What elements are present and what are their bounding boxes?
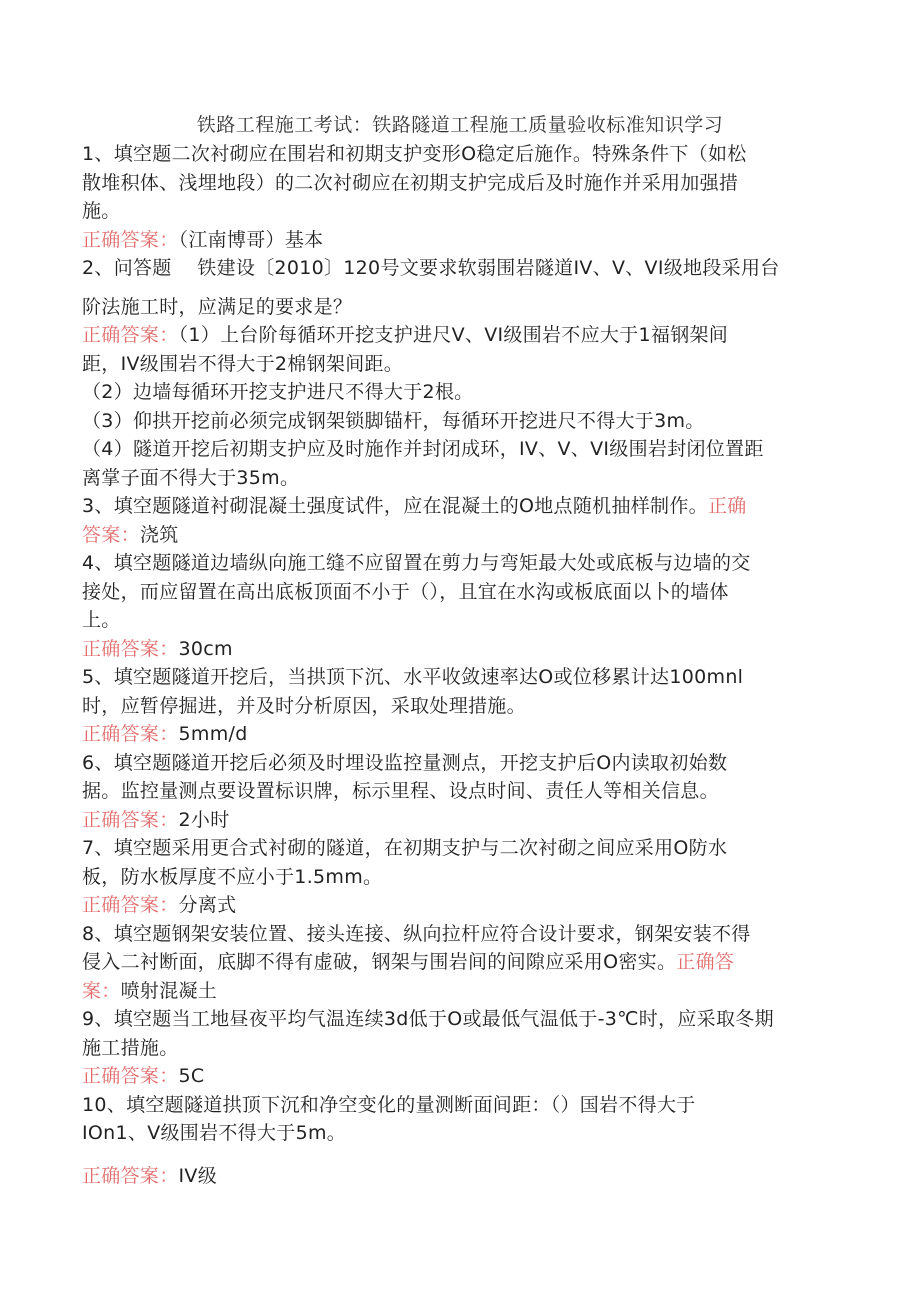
answer-line xyxy=(82,226,832,255)
question-7 xyxy=(82,834,832,920)
question-1 xyxy=(82,140,832,254)
answer-text: 5C xyxy=(178,1065,205,1087)
question-text: 时，应暂停掘进，并及时分析原因，采取处理措施。 xyxy=(82,694,526,717)
question-text-span: 侵入二衬断面，底脚不得有虚破，钢架与围岩间的间隙应采用O密实。 xyxy=(82,951,677,973)
question-5 xyxy=(82,663,832,749)
question-text: 10、填空题隧道拱顶下沉和净空变化的量测断面间距：（）国岩不得大于 xyxy=(82,1093,696,1116)
question-3 xyxy=(82,492,832,549)
question-text xyxy=(82,492,832,521)
question-text: 散堆积体、浅埋地段）的二次衬砌应在初期支护完成后及时施作并采用加强措 xyxy=(82,171,739,194)
answer-text: 距，IV级围岩不得大于2棉钢架间距。 xyxy=(82,352,404,375)
answer-label: 答案： xyxy=(82,523,140,546)
answer-text: 浇筑 xyxy=(139,523,179,546)
answer-text: （4）隧道开挖后初期支护应及时施作并封闭成环，IV、V、VI级围岩封闭位置距 xyxy=(82,438,764,460)
answer-line xyxy=(82,521,832,550)
answer-label: 正确答案： xyxy=(82,637,179,660)
answer-text: 5mm∕d xyxy=(178,723,248,745)
answer-line xyxy=(82,1162,832,1191)
question-text: 8、填空题钢架安装位置、接头连接、纵向拉杆应符合设计要求，钢架安装不得 xyxy=(82,922,751,945)
question-text: 2、问答题 铁建设〔2010〕120号文要求软弱围岩隧道IV、V、VI级地段采用台 xyxy=(82,257,780,279)
question-4 xyxy=(82,549,832,663)
question-text: 施。 xyxy=(82,200,121,222)
question-9 xyxy=(82,1005,832,1091)
answer-line xyxy=(82,321,832,350)
answer-text: （江南博哥）基本 xyxy=(178,228,324,251)
answer-label: 正确答案： xyxy=(82,1164,179,1187)
answer-text: 分离式 xyxy=(178,894,237,916)
question-text: 4、填空题隧道边墙纵向施工缝不应留置在剪力与弯矩最大处或底板与边墙的交 xyxy=(82,552,751,574)
question-text: 阶法施工时，应满足的要求是？ xyxy=(82,295,353,318)
answer-line xyxy=(82,806,832,835)
answer-label: 正确 xyxy=(707,495,747,517)
answer-label: 正确答案： xyxy=(82,894,179,916)
question-text: 据。监控量测点要设置标识牌，标示里程、设点时间、责任人等相关信息。 xyxy=(82,780,719,802)
question-6 xyxy=(82,749,832,835)
document-title: 铁路工程施工考试：铁路隧道工程施工质量验收标准知识学习 xyxy=(196,114,724,136)
question-text: 板，防水板厚度不应小于1.5mm。 xyxy=(82,865,383,888)
answer-label: 正确答案： xyxy=(82,1065,179,1087)
question-text: 接处，而应留置在高出底板顶面不小于（），且宜在水沟或板底面以卜的墙体 xyxy=(82,580,729,603)
question-text: 施工措施。 xyxy=(82,1036,179,1059)
answer-text: （3）仰拱开挖前必须完成钢架锁脚锚杆，每循环开挖进尺不得大于3m。 xyxy=(82,409,705,432)
answer-text: 离掌子面不得大于35m。 xyxy=(82,466,300,489)
answer-line xyxy=(82,635,832,664)
answer-text: （2）边墙每循环开挖支护进尺不得大于2根。 xyxy=(82,381,474,403)
answer-label: 正确答案： xyxy=(82,324,179,346)
answer-text: 30cm xyxy=(178,637,233,660)
question-10 xyxy=(82,1091,832,1191)
answer-text: 2小时 xyxy=(178,808,230,831)
answer-text: （1）上台阶每循环开挖支护进尺V、VI级围岩不应大于1福钢架间 xyxy=(178,324,729,346)
answer-label: 案： xyxy=(82,979,121,1002)
question-text: 1、填空题二次衬砌应在围岩和初期支护变形O稳定后施作。特殊条件下（如松 xyxy=(82,143,747,165)
answer-label: 正确答案： xyxy=(82,808,179,831)
question-2 xyxy=(82,254,832,492)
question-text: 上。 xyxy=(82,609,121,631)
answer-label: 正确答案： xyxy=(82,228,179,251)
question-text xyxy=(82,948,832,977)
question-text: 9、填空题当工地昼夜平均气温连续3d低于O或最低气温低于-3℃时，应采取冬期 xyxy=(82,1008,774,1030)
question-text: 6、填空题隧道开挖后必须及时埋设监控量测点，开挖支护后O内读取初始数 xyxy=(82,751,728,774)
spacer xyxy=(82,283,832,293)
answer-line xyxy=(82,1062,832,1091)
spacer xyxy=(82,1148,832,1162)
document-content xyxy=(82,140,832,1190)
question-text: 7、填空题采用更合式衬砌的隧道，在初期支护与二次衬砌之间应采用O防水 xyxy=(82,837,728,859)
answer-text: IV级 xyxy=(178,1164,218,1187)
answer-line xyxy=(82,891,832,920)
question-8 xyxy=(82,920,832,1006)
answer-label: 正确答 xyxy=(676,951,735,973)
question-text: 5、填空题隧道开挖后，当拱顶下沉、水平收敛速率达O或位移累计达100mnl xyxy=(82,666,744,688)
answer-line xyxy=(82,720,832,749)
answer-line xyxy=(82,977,832,1006)
answer-text: 喷射混凝土 xyxy=(120,979,218,1002)
question-text: IOn1、V级围岩不得大于5m。 xyxy=(82,1122,347,1144)
question-text-span: 3、填空题隧道衬砌混凝土强度试件，应在混凝土的O地点随机抽样制作。 xyxy=(82,495,708,517)
answer-label: 正确答案： xyxy=(82,723,179,745)
